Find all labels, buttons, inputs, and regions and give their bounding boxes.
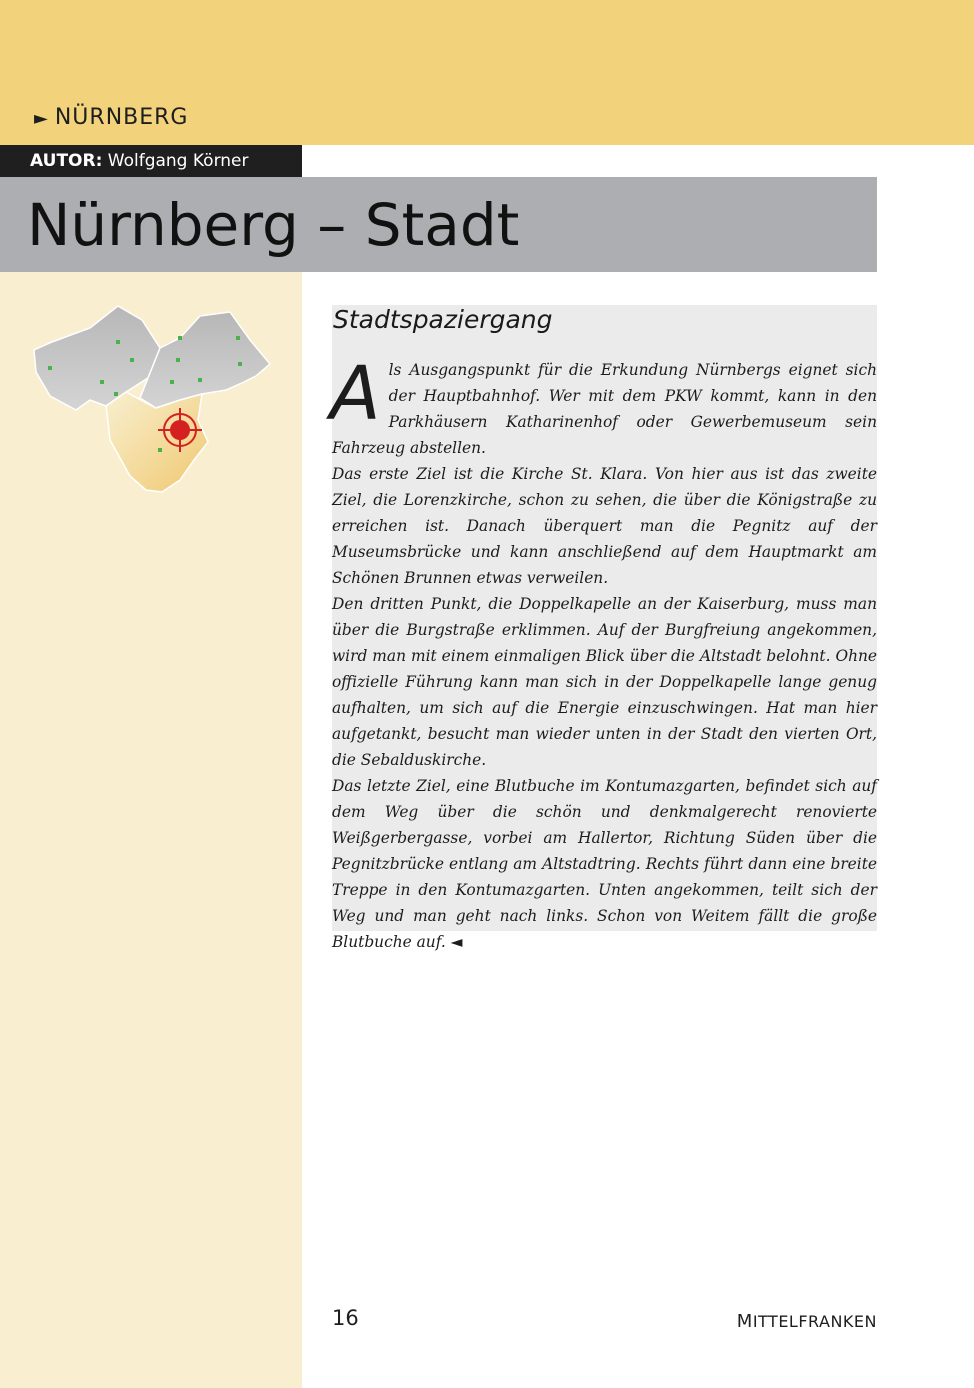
region-map-icon bbox=[30, 300, 275, 498]
paragraph: Das erste Ziel ist die Kirche St. Klara. Von hier aus ist das zweite Ziel, die Lorenzkirche, schon zu sehen, die über die Königstraße zu erreichen ist. Danach überquert man die Pegnitz auf der Museumsbrücke und kann anschließend auf dem Hauptmarkt am Schönen Brunnen etwas verweilen. bbox=[332, 465, 877, 587]
drop-cap: A bbox=[330, 351, 381, 437]
section-label-text: NÜRNBERG bbox=[54, 105, 189, 130]
title-bar bbox=[0, 177, 877, 272]
author-bar bbox=[0, 145, 302, 177]
section-label bbox=[34, 105, 188, 130]
page-number: 16 bbox=[332, 1306, 359, 1330]
section-arrow-icon: ► bbox=[34, 108, 49, 129]
author-name: Wolfgang Körner bbox=[107, 151, 249, 171]
paragraph: Als Ausgangspunkt für die Erkundung Nürnbergs eignet sich der Hauptbahnhof. Wer mit dem PKW kommt, kann in den Parkhäusern Katharinenhof oder Gewerbemuseum sein Fahrzeug abstellen. bbox=[330, 351, 877, 457]
author-key: AUTOR: bbox=[30, 151, 103, 171]
article-box bbox=[330, 305, 877, 951]
page-title: Nürnberg – Stadt bbox=[27, 191, 520, 259]
paragraph: Das letzte Ziel, eine Blutbuche im Kontumazgarten, befindet sich auf dem Weg über die schön und denkmalgerecht renovierte Weißgerbergasse, vorbei am Hallertor, Richtung Süden über die Pegnitzbrücke entlang am Altstadtring. Rechts führt dann eine breite Treppe in den Kontumazgarten. Unten angekommen, teilt sich der Weg und man geht nach links. Schon von Weitem fällt die große Blutbuche auf. ◄ bbox=[332, 777, 877, 951]
article-body bbox=[330, 351, 877, 955]
article-heading: Stadtspaziergang bbox=[333, 305, 553, 334]
region-label: MITTELFRANKEN bbox=[736, 1311, 877, 1332]
paragraph: Den dritten Punkt, die Doppelkapelle an der Kaiserburg, muss man über die Burgstraße erklimmen. Auf der Burgfreiung angekommen, wird man mit einem einmaligen Blick über die Altstadt belohnt. Ohne offizielle Führung kann man sich in der Doppelkapelle lange genug aufhalten, um sich auf die Energie einzuschwingen. Hat man hier aufgetankt, besucht man wieder unten in der Stadt den vierten Ort, die Sebalduskirche. bbox=[332, 595, 877, 769]
